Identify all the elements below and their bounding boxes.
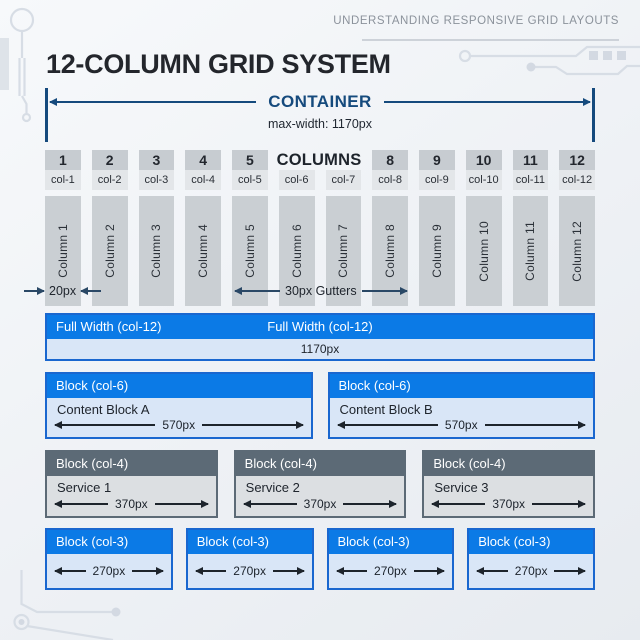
padding-annotation [24,283,104,299]
left-edge-accent-bar [0,38,9,90]
col3-width-dimension [335,564,447,578]
column-tag: col-8 [372,170,408,190]
column-number: 8 [372,150,408,170]
grid-column [185,150,221,306]
column-tag: col-2 [92,170,128,190]
col3-dimension-label: 270px [514,564,548,578]
column-tag: col-11 [513,170,549,190]
column-tag: col-1 [45,170,81,190]
container-label: CONTAINER [268,92,372,111]
grid-column [513,150,549,306]
col3-block [186,528,314,590]
column-number: 5 [232,150,268,170]
col3-width-dimension [53,564,165,578]
eyebrow-underline [362,39,619,41]
col6-content-label: Content Block A [57,402,150,417]
column-name: Column 9 [429,224,444,278]
gutters-arrow-left [235,290,280,292]
container-endbar-right [592,88,595,142]
col3-block-header: Block (col-3) [47,530,171,554]
col6-width-dimension [53,418,305,432]
fullwidth-block-header [47,315,593,339]
page-title: 12-COLUMN GRID SYSTEM [46,49,391,79]
fullwidth-block [45,313,595,361]
col3-width-dimension [475,564,587,578]
fullwidth-header-label-left: Full Width (col-12) [56,319,162,334]
column-number: 1 [45,150,81,170]
col4-dimension-label: 370px [492,497,526,511]
col3-dimension-label: 270px [233,564,266,578]
col4-content-label: Service 2 [245,480,300,495]
col4-block [422,450,595,518]
col6-dimension-label: 570px [444,418,478,432]
column-tag: col-10 [466,170,502,190]
column-bar [559,196,595,306]
column-tag: col-7 [326,170,362,190]
col4-width-dimension [430,497,587,511]
circuit-trace-top-right [460,47,640,74]
column-name: Column 8 [383,224,398,278]
fullwidth-dimension-label: 1170px [300,342,340,356]
grid-column [139,150,175,306]
column-name: Column 7 [336,224,351,278]
col3-width-dimension [194,564,306,578]
grid-column [559,150,595,306]
col4-block-header: Block (col-4) [236,452,405,476]
fullwidth-header-label-center: Full Width (col-12) [267,319,373,334]
container-dimension [45,88,595,142]
column-bar [513,196,549,306]
gutters-label: 30px Gutters [285,284,357,298]
container-maxwidth-label: max-width: 1170px [268,117,372,131]
column-name: Column 2 [102,224,117,278]
col6-block-header: Block (col-6) [47,374,311,398]
col4-width-dimension [242,497,399,511]
columns-heading: COLUMNS [276,151,362,169]
column-number: 4 [185,150,221,170]
column-name: Column 6 [289,224,304,278]
padding-arrow-left [24,290,44,292]
column-number: 10 [466,150,502,170]
col4-dimension-label: 370px [303,497,337,511]
col4-block [45,450,218,518]
column-bar [466,196,502,306]
column-bar [419,196,455,306]
column-number: 3 [139,150,175,170]
col3-block-header: Block (col-3) [469,530,593,554]
column-name: Column 1 [55,224,70,278]
eyebrow-text: UNDERSTANDING RESPONSIVE GRID LAYOUTS [333,15,619,27]
padding-arrow-right [81,290,101,292]
col6-dimension-label: 570px [162,418,196,432]
col3-dimension-label: 270px [92,564,126,578]
column-tag: col-4 [185,170,221,190]
grid-column [466,150,502,306]
column-number: 2 [92,150,128,170]
column-name: Column 11 [523,221,538,281]
column-number: 11 [513,150,549,170]
col6-content-label: Content Block B [339,402,433,417]
col4-width-dimension [53,497,210,511]
column-name: Column 3 [149,224,164,278]
column-name: Column 10 [476,220,491,282]
col4-content-label: Service 1 [57,480,112,495]
column-tag: col-6 [279,170,315,190]
col6-block-header: Block (col-6) [330,374,594,398]
col3-block-header: Block (col-3) [329,530,453,554]
column-number: 9 [419,150,455,170]
gutters-annotation [235,283,403,299]
col3-block [327,528,455,590]
column-tag: col-12 [559,170,595,190]
col3-block [467,528,595,590]
col6-row [45,372,595,439]
col4-row [45,450,595,518]
column-bar [139,196,175,306]
col4-block [234,450,407,518]
col3-row [45,528,595,590]
column-name: Column 12 [570,220,585,282]
column-bar [185,196,221,306]
col3-dimension-label: 270px [374,564,407,578]
grid-column [419,150,455,306]
col4-dimension-label: 370px [114,497,148,511]
col6-width-dimension [336,418,588,432]
column-name: Column 5 [242,224,257,278]
col4-content-label: Service 3 [434,480,489,495]
column-tag: col-5 [232,170,268,190]
column-tag: col-9 [419,170,455,190]
fullwidth-row [45,313,595,361]
col3-block [45,528,173,590]
col4-block-header: Block (col-4) [47,452,216,476]
col6-block [328,372,596,439]
container-arrow-left [50,101,256,103]
column-number: 12 [559,150,595,170]
column-tag: col-3 [139,170,175,190]
gutters-arrow-right [362,290,407,292]
container-arrow-right [384,101,590,103]
col6-block [45,372,313,439]
col4-block-header: Block (col-4) [424,452,593,476]
circuit-trace-top-left [11,9,33,121]
col3-block-header: Block (col-3) [188,530,312,554]
column-name: Column 4 [196,224,211,278]
padding-label: 20px [49,284,77,298]
